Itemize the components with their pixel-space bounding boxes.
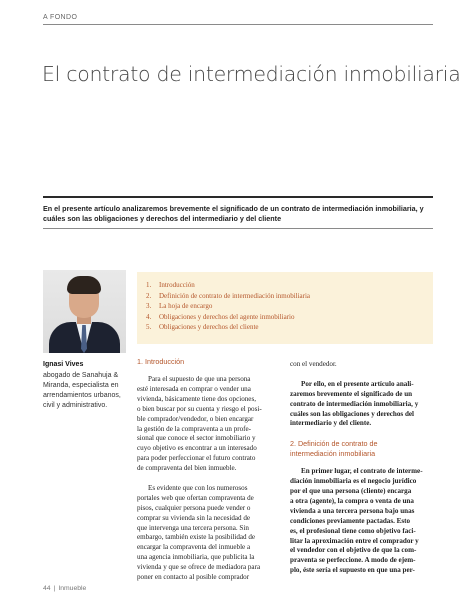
table-of-contents — [137, 272, 433, 344]
body-column-right — [290, 360, 434, 576]
lead-block — [43, 196, 433, 229]
text-line: intermediario y del cliente. — [290, 419, 372, 428]
text-line: por el que una persona (cliente) encarga — [290, 487, 412, 496]
toc-label: Definición de contrato de intermediación inmobiliaria — [159, 291, 311, 300]
article-title: El contrato de intermediación inmobiliaria — [42, 62, 461, 86]
text-line: cuáles son las obligaciones y derechos del — [290, 409, 415, 418]
section-heading-definicion — [290, 439, 434, 459]
text-line: contrato de intermediación inmobiliaria, y — [290, 399, 419, 408]
text-line: vivienda a una tercera persona bajo unas — [290, 506, 415, 515]
text-line: Es evidente que con los numerosos — [148, 483, 248, 492]
text-line: embargo, también existe la posibilidad de — [137, 533, 256, 542]
text-line: vivienda y que se ofrece de mediadora para — [137, 563, 261, 572]
publication-name: Inmueble — [58, 585, 87, 592]
toc-number: 3. — [146, 302, 152, 310]
toc-label: Introducción — [159, 281, 195, 289]
author-name: Ignasi Vives — [43, 361, 84, 368]
toc-item[interactable] — [146, 301, 433, 312]
paragraph-continuation — [290, 360, 434, 370]
text-line: de compraventa del bien inmueble. — [137, 464, 237, 473]
text-line: sional que conoce el sector inmobiliario y — [137, 434, 256, 443]
toc-label: Obligaciones y derechos del cliente — [159, 323, 259, 331]
text-line: condiciones previamente pactadas. Esto — [290, 516, 411, 525]
text-line: una agencia inmobiliaria, que publicita la — [137, 553, 255, 562]
toc-item[interactable] — [146, 312, 433, 323]
photo-hair — [67, 276, 101, 294]
text-line: ble comprador/vendedor, o bien encargar — [137, 414, 254, 423]
text-line: praventa se perfeccione. A modo de ejem- — [290, 556, 416, 565]
text-line: portales web que ofertan compraventa de — [137, 493, 254, 502]
text-line: Por ello, en el presente artículo anali- — [301, 379, 414, 388]
paragraph-intro-1 — [137, 375, 282, 474]
text-line: es, el profesional tiene como objetivo faci- — [290, 526, 416, 535]
text-line: diación inmobiliaria es el negocio jurídico — [290, 477, 417, 486]
text-line: a otra (agente), la compra o venta de una — [290, 496, 414, 505]
author-bio-line: arrendamientos urbanos, — [43, 392, 121, 399]
body-column-left — [137, 357, 282, 583]
paragraph-definicion-1 — [290, 467, 434, 576]
page-number: 44 — [43, 585, 51, 592]
text-line: para poder perfeccionar el futuro contrato — [137, 454, 256, 463]
text-line: que intervenga una tercera persona. Sin — [137, 523, 249, 532]
paragraph-intro-2 — [137, 484, 282, 583]
toc-item[interactable] — [146, 280, 433, 291]
text-line: encargar la compraventa del inmueble a — [137, 543, 251, 552]
text-line: Para el supuesto de que una persona — [148, 375, 251, 383]
toc-item[interactable] — [146, 322, 433, 333]
section-heading-line: 2. Definición de contrato de — [290, 439, 378, 449]
toc-number: 2. — [146, 291, 152, 300]
text-line: plo, éste sería el supuesto en que una per- — [290, 566, 415, 575]
text-line: con el vendedor. — [290, 360, 337, 368]
text-line: vivienda, básicamente tiene dos opciones, — [137, 394, 256, 403]
toc-label: Obligaciones y derechos del agente inmobiliario — [159, 312, 295, 321]
footer-separator: | — [53, 585, 56, 592]
text-line: cuyo objetivo es encontrar a un interesado — [137, 444, 257, 453]
toc-number: 1. — [146, 281, 152, 289]
paragraph-intro-3 — [290, 380, 434, 430]
text-line: o bien buscar por su cuenta y riesgo el posi- — [137, 404, 262, 413]
toc-item[interactable] — [146, 291, 433, 302]
text-line: poner en contacto al posible comprador — [137, 573, 250, 582]
lead-paragraph: En el presente artículo analizaremos brevemente el significado de un contrato de intermediación inmobiliaria, y cuáles son las obligaciones y derechos del intermediario y del cliente — [43, 204, 424, 223]
text-line: En primer lugar, el contrato de interme- — [301, 467, 423, 476]
text-line: el vendedor con el objetivo de que la com- — [290, 546, 417, 555]
toc-number: 4. — [146, 312, 152, 321]
text-line: comprar su vivienda sin la necesidad de — [137, 513, 251, 522]
author-bio-line: Miranda, especialista en — [43, 382, 119, 389]
text-line: zaremos brevemente el significado de un — [290, 389, 413, 398]
page-footer — [43, 585, 86, 592]
author-photo — [43, 270, 126, 353]
section-heading-line: intermediación inmobiliaria — [290, 449, 376, 459]
section-heading-introduccion: 1. Introducción — [137, 357, 185, 366]
toc-label: La hoja de encargo — [159, 302, 213, 310]
text-line: esté interesada en comprar o vender una — [137, 384, 251, 393]
toc-number: 5. — [146, 323, 152, 331]
author-bio-line: civil y administrativo. — [43, 402, 108, 409]
author-bio-line: abogado de Sanahuja & — [43, 372, 119, 379]
section-tag: A FONDO — [43, 14, 433, 25]
text-line: pisos, cualquier persona puede vender o — [137, 503, 251, 512]
text-line: litar la aproximación entre el comprador y — [290, 536, 419, 545]
text-line: la gestión de la compraventa a un profe- — [137, 424, 252, 433]
author-bio — [43, 371, 133, 411]
